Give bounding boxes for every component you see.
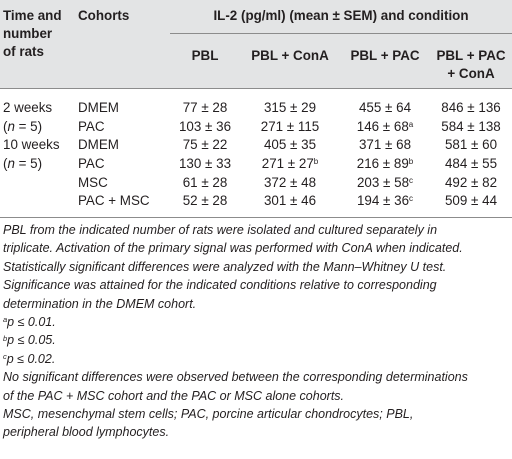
cell-time: (n = 5) <box>3 119 43 134</box>
cell-time: 10 weeks <box>3 137 60 152</box>
cell-time: 2 weeks <box>3 100 53 115</box>
cell-pbl-cona: 315 ± 29 <box>263 100 317 115</box>
note-line: triplicate. Activation of the primary signal was performed with ConA when indicated. <box>3 241 463 256</box>
cell-pbl: 61 ± 28 <box>182 175 228 190</box>
header-group-rule <box>170 33 512 34</box>
header-time-line3: of rats <box>3 44 44 59</box>
cell-pbl-pac-cona: 581 ± 60 <box>444 137 498 152</box>
cell-pbl-pac <box>340 155 430 172</box>
header-bottom-rule <box>0 88 512 89</box>
cell-pbl-pac-cona: 584 ± 138 <box>441 119 501 134</box>
cell-value: 216 ± 89 <box>356 156 409 171</box>
cell-pbl-cona: 405 ± 35 <box>263 137 317 152</box>
cell-pbl: 52 ± 28 <box>182 193 228 208</box>
footnote-a <box>3 313 509 331</box>
table-header <box>0 0 512 88</box>
cell-pbl-cona: 271 ± 115 <box>260 119 320 134</box>
cell-cohort: DMEM <box>78 137 119 152</box>
header-cohorts: Cohorts <box>78 8 130 23</box>
table-bottom-rule <box>0 217 512 218</box>
cell-cohort: PAC <box>78 156 105 171</box>
footnote-marker: c <box>3 352 7 362</box>
cell-pbl-pac-cona: 509 ± 44 <box>444 193 498 208</box>
note-line: MSC, mesenchymal stem cells; PAC, porcine articular chondrocytes; PBL, <box>3 407 414 422</box>
note-line: No significant differences were observed between the corresponding determinations <box>3 370 468 385</box>
cell-pbl: 130 ± 33 <box>178 156 232 171</box>
header-time-line1: Time and <box>3 8 62 23</box>
cell-time: (n = 5) <box>3 156 43 171</box>
header-pbl-pac-cona-line1: PBL + PAC <box>436 48 506 63</box>
header-condition-group: IL-2 (pg/ml) (mean ± SEM) and condition <box>213 8 469 23</box>
cell-pbl-pac <box>340 174 430 191</box>
footnote-marker: b <box>313 157 319 166</box>
note-line: of the PAC + MSC cohort and the PAC or MSC alone cohorts. <box>3 388 345 403</box>
cell-value: 194 ± 36 <box>356 193 410 208</box>
header-pbl-pac: PBL + PAC <box>350 48 420 63</box>
table-footnotes <box>3 221 509 442</box>
cell-pbl-pac: 455 ± 64 <box>358 100 412 115</box>
note-line: PBL from the indicated number of rats were isolated and cultured separately in <box>3 223 438 237</box>
cell-pbl-cona: 372 ± 48 <box>263 175 317 190</box>
footnote-marker: c <box>409 194 414 203</box>
header-pbl-pac-cona-line2: + ConA <box>447 66 495 81</box>
note-line: peripheral blood lymphocytes. <box>3 425 170 440</box>
cell-pbl-pac-cona: 492 ± 82 <box>444 175 498 190</box>
header-time-line2: number <box>3 26 53 41</box>
cell-pbl: 103 ± 36 <box>178 119 232 134</box>
cell-value: 146 ± 68 <box>356 119 409 134</box>
footnote-text: p ≤ 0.05. <box>7 333 56 348</box>
footnote-text: p ≤ 0.01. <box>7 315 56 330</box>
footnote-b <box>3 331 509 349</box>
cell-cohort: PAC + MSC <box>78 193 150 208</box>
cell-cohort: MSC <box>78 175 108 190</box>
cell-value: 203 ± 58 <box>356 175 410 190</box>
note-line: Significance was attained for the indicated conditions relative to corresponding <box>3 278 437 293</box>
footnote-marker: c <box>409 176 414 185</box>
cell-pbl-pac-cona: 846 ± 136 <box>441 100 501 115</box>
footnote-marker: b <box>408 157 414 166</box>
cell-cohort: PAC <box>78 119 105 134</box>
cell-pbl-pac: 371 ± 68 <box>358 137 412 152</box>
cell-pbl-cona: 301 ± 46 <box>263 193 317 208</box>
note-line: determination in the DMEM cohort. <box>3 296 197 311</box>
cell-value: 271 ± 27 <box>261 156 314 171</box>
cell-pbl-pac-cona: 484 ± 55 <box>444 156 498 171</box>
cell-pbl: 75 ± 22 <box>182 137 228 152</box>
footnote-marker: b <box>3 333 8 343</box>
cell-pbl-pac <box>340 192 430 209</box>
header-pbl: PBL <box>191 48 219 63</box>
cell-pbl-cona <box>240 155 340 172</box>
cell-pbl-pac <box>340 118 430 135</box>
cell-cohort: DMEM <box>78 100 119 115</box>
footnote-c <box>3 350 509 368</box>
footnote-marker: a <box>408 120 414 129</box>
note-line: Statistically significant differences were analyzed with the Mann–Whitney U test. <box>3 259 447 274</box>
footnote-text: p ≤ 0.02. <box>6 351 56 366</box>
footnote-marker: a <box>3 315 8 325</box>
header-pbl-cona: PBL + ConA <box>251 48 329 63</box>
cell-pbl: 77 ± 28 <box>182 100 228 115</box>
